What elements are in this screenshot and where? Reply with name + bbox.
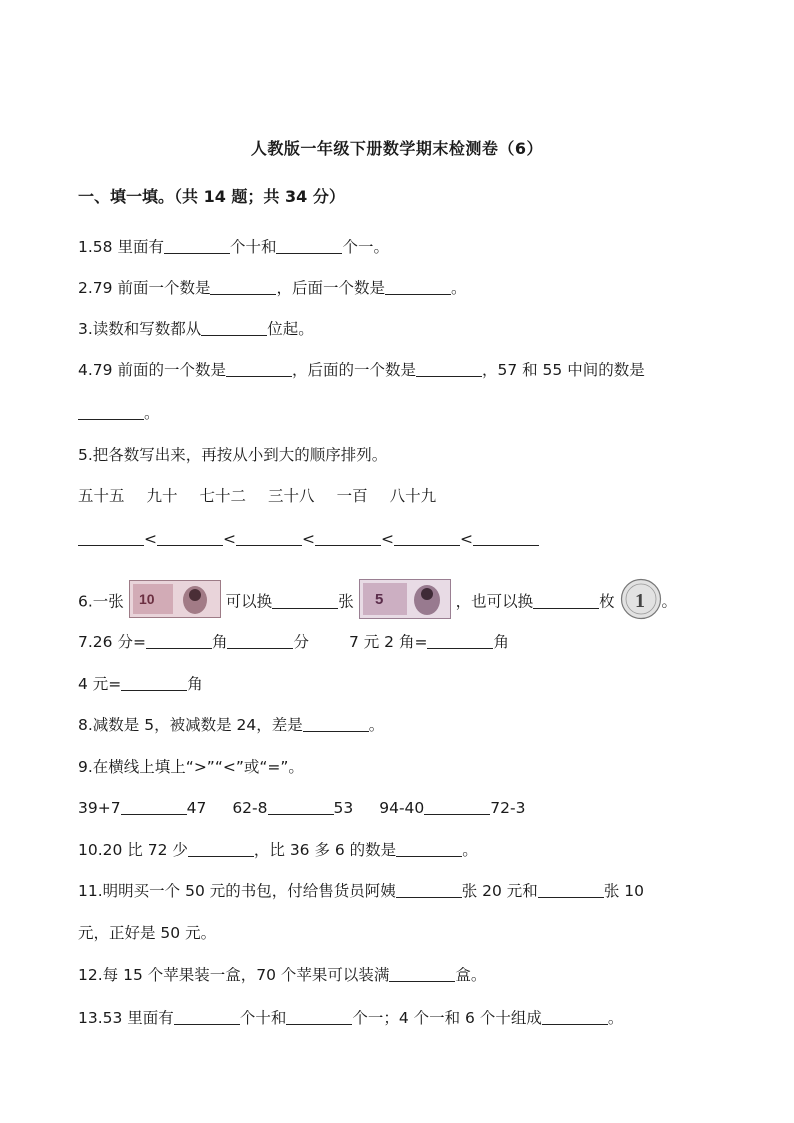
answer-blank[interactable]	[427, 632, 493, 649]
question-11-cont: 元，正好是 50 元。	[78, 924, 217, 942]
question-1: 1.58 里面有 个十和 个一。	[78, 238, 389, 256]
answer-blank[interactable]	[201, 319, 267, 336]
answer-blank[interactable]	[396, 840, 462, 857]
answer-blank[interactable]	[164, 237, 230, 254]
answer-blank[interactable]	[533, 592, 599, 609]
answer-blank[interactable]	[121, 798, 187, 815]
answer-blank[interactable]	[188, 840, 254, 857]
answer-blank[interactable]	[303, 715, 369, 732]
answer-blank[interactable]	[424, 798, 490, 815]
number-words	[78, 485, 458, 507]
number-word: 九十	[146, 487, 178, 505]
answer-blank[interactable]	[174, 1008, 240, 1025]
note-denomination: 5	[374, 591, 383, 608]
comparisons: 39+7 47 62-8 53 94-40 72-3	[78, 799, 526, 817]
question-7: 7.26 分= 角 分 7 元 2 角= 角	[78, 633, 509, 651]
answer-blank[interactable]	[473, 529, 539, 546]
answer-blank[interactable]	[121, 674, 187, 691]
note-denomination: 10	[138, 591, 155, 607]
question-10: 10.20 比 72 少 ，比 36 多 6 的数是 。	[78, 841, 478, 859]
question-3: 3.读数和写数都从 位起。	[78, 320, 314, 338]
answer-blank[interactable]	[78, 529, 144, 546]
one-yuan-coin-image	[620, 578, 662, 626]
question-13: 13.53 里面有 个十和 个一；4 个一和 6 个十组成 。	[78, 1009, 624, 1027]
answer-blank[interactable]	[210, 278, 276, 295]
question-7-cont: 4 元= 角	[78, 675, 203, 693]
answer-blank[interactable]	[389, 965, 455, 982]
answer-blank[interactable]	[396, 881, 462, 898]
number-word: 八十九	[389, 487, 437, 505]
ten-yuan-note-image	[129, 580, 221, 624]
answer-blank[interactable]	[286, 1008, 352, 1025]
answer-blank[interactable]	[78, 403, 144, 420]
coin-denomination: 1	[634, 590, 645, 612]
answer-blank[interactable]	[227, 632, 293, 649]
answer-blank[interactable]	[276, 237, 342, 254]
question-11: 11.明明买一个 50 元的书包，付给售货员阿姨 张 20 元和 张 10	[78, 882, 644, 900]
ordering-line: < < < < <	[78, 528, 539, 550]
answer-blank[interactable]	[416, 360, 482, 377]
question-12: 12.每 15 个苹果装一盒，70 个苹果可以装满 盒。	[78, 966, 487, 984]
question-6: 6.一张 10 可以换 张 5 ，也可以换 枚 1 。	[78, 578, 677, 626]
page-title: 人教版一年级下册数学期末检测卷（6）	[250, 139, 544, 158]
question-4-cont: 。	[78, 402, 160, 424]
answer-blank[interactable]	[272, 592, 338, 609]
answer-blank[interactable]	[542, 1008, 608, 1025]
number-word: 五十五	[78, 487, 125, 505]
question-9: 9.在横线上填上“>”“<”或“=”。	[78, 758, 304, 776]
answer-blank[interactable]	[236, 529, 302, 546]
answer-blank[interactable]	[538, 881, 604, 898]
answer-blank[interactable]	[385, 278, 451, 295]
question-2: 2.79 前面一个数是 ，后面一个数是 。	[78, 279, 467, 297]
number-word: 七十二	[199, 487, 247, 505]
five-yuan-note-image	[359, 579, 451, 625]
question-4: 4.79 前面的一个数是 ，后面的一个数是 ，57 和 55 中间的数是	[78, 361, 645, 379]
question-5: 5.把各数写出来，再按从小到大的顺序排列。	[78, 446, 388, 464]
number-word: 三十八	[268, 487, 315, 505]
answer-blank[interactable]	[157, 529, 223, 546]
number-word: 一百	[336, 487, 368, 505]
answer-blank[interactable]	[268, 798, 334, 815]
answer-blank[interactable]	[226, 360, 292, 377]
section-heading: 一、填一填。（共 14 题；共 34 分）	[78, 187, 345, 206]
answer-blank[interactable]	[146, 632, 212, 649]
answer-blank[interactable]	[394, 529, 460, 546]
question-8: 8.减数是 5，被减数是 24，差是 。	[78, 716, 385, 734]
answer-blank[interactable]	[315, 529, 381, 546]
